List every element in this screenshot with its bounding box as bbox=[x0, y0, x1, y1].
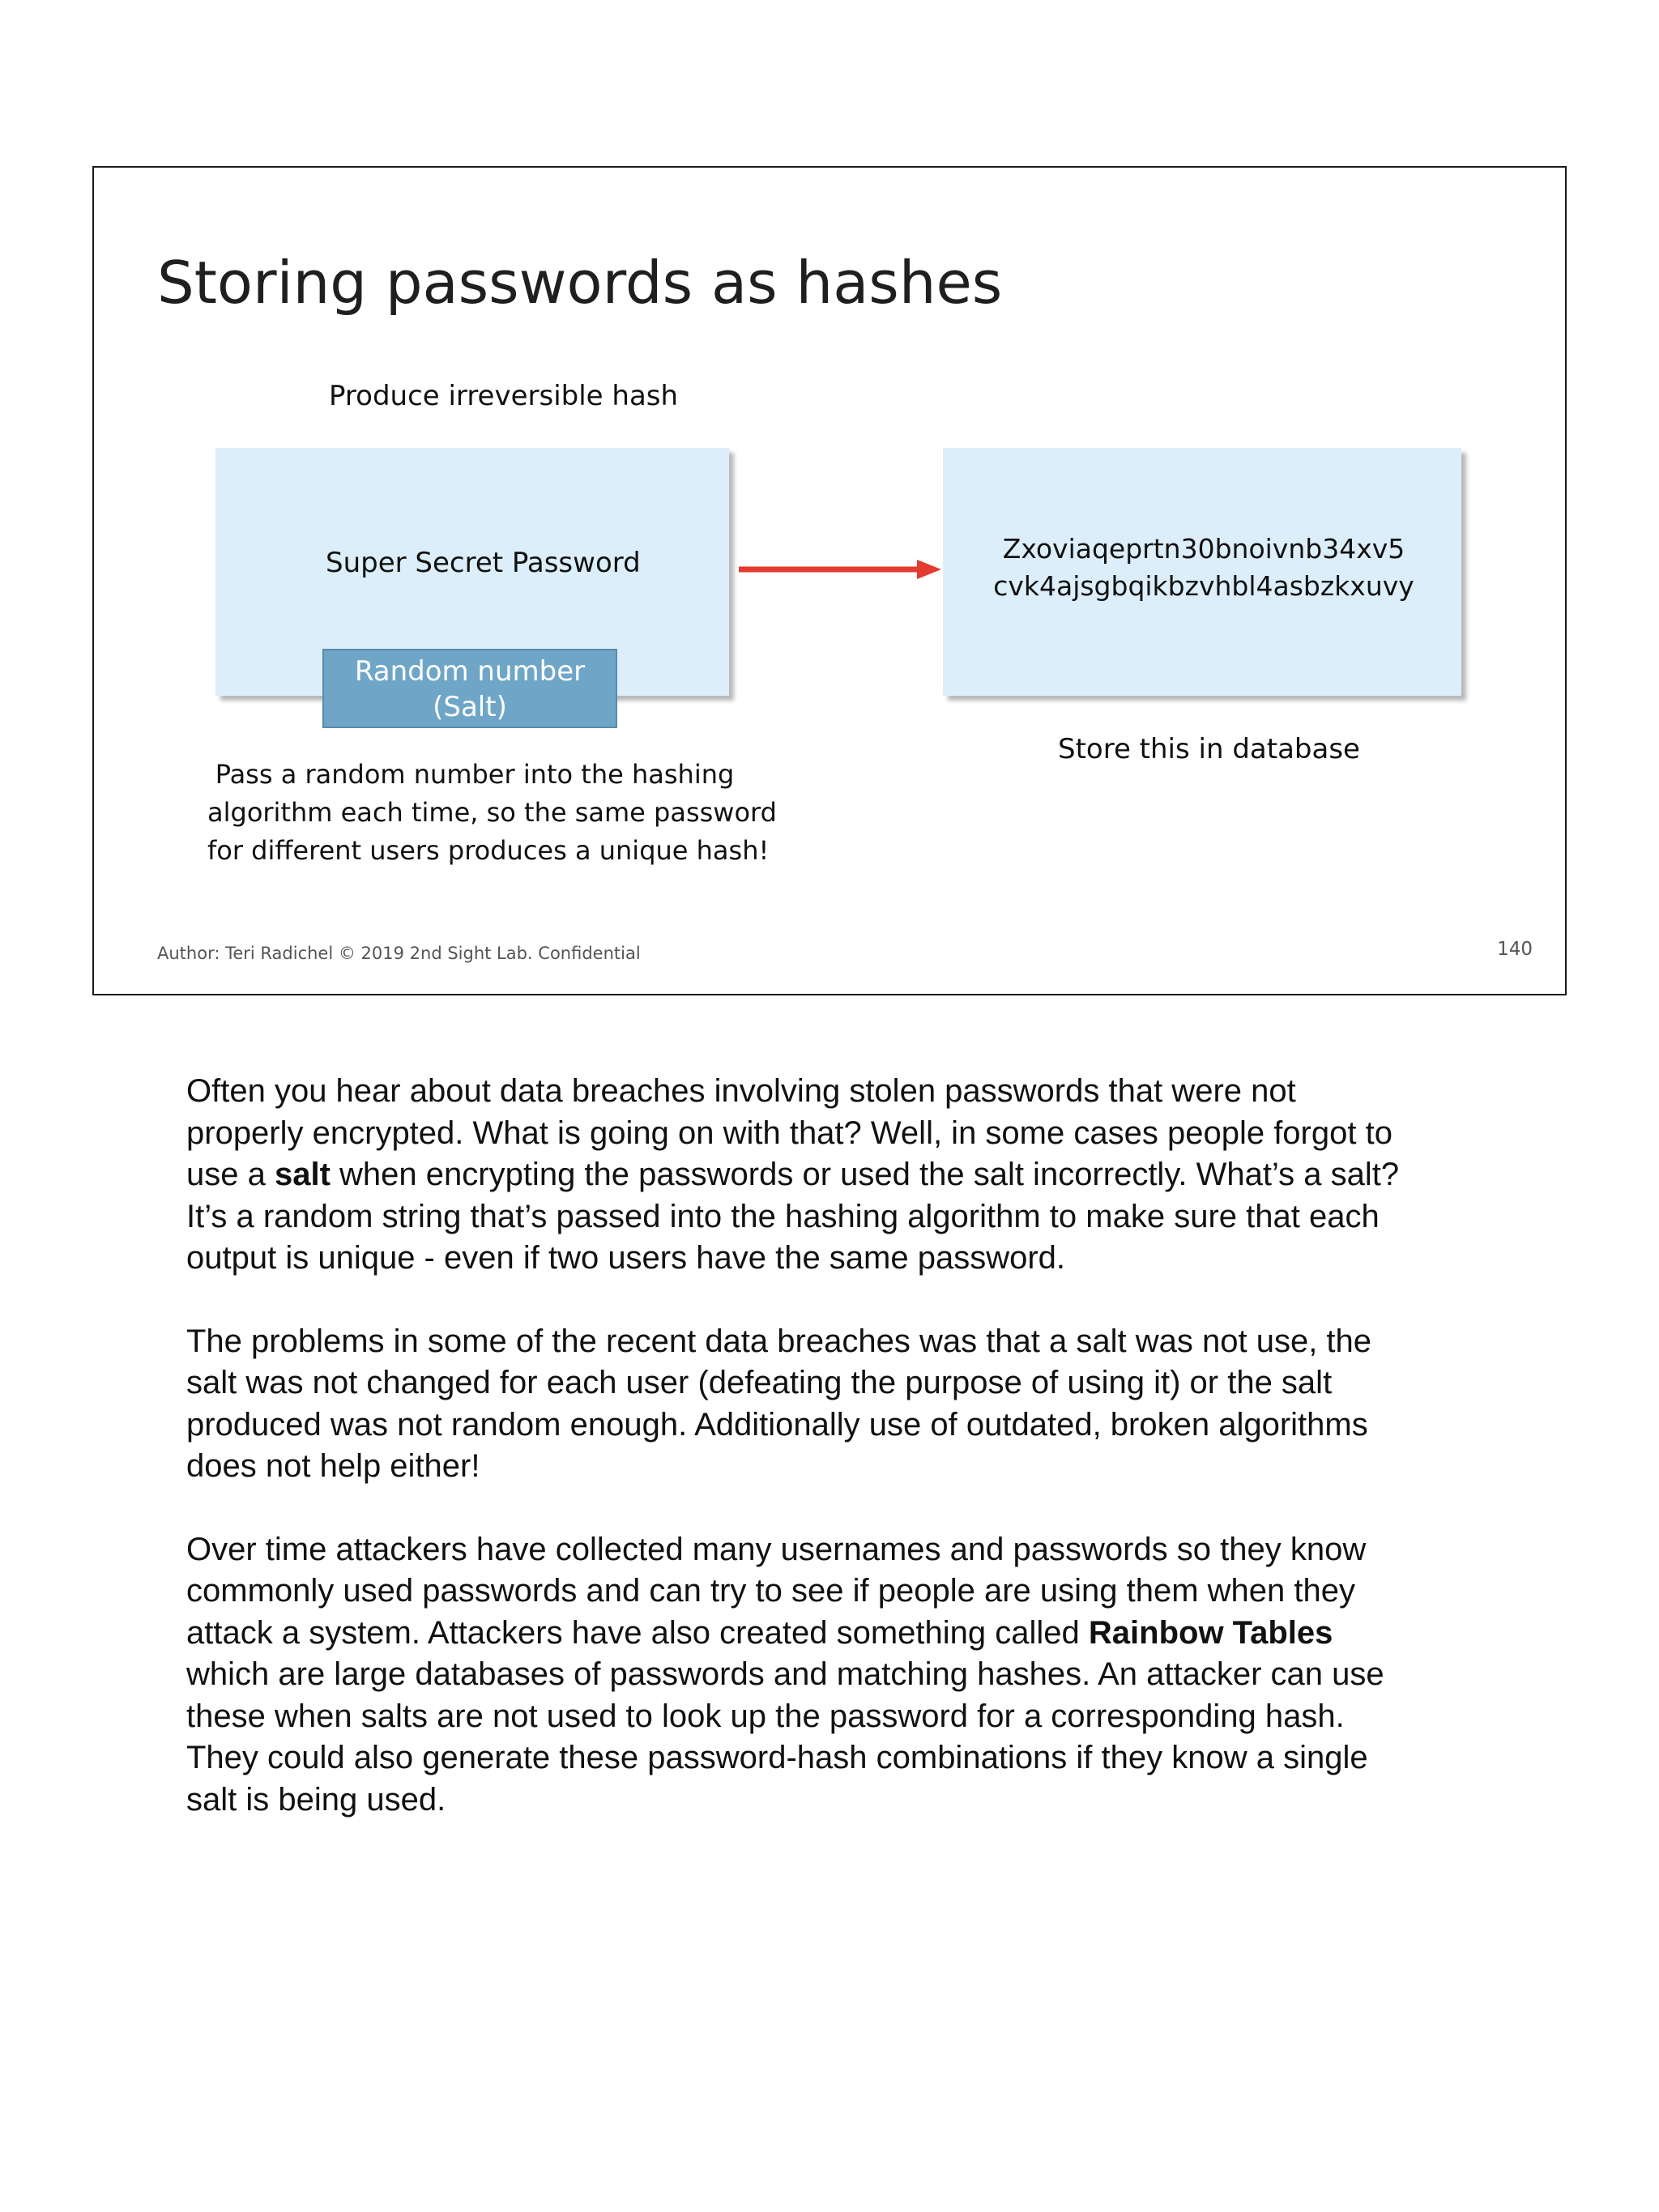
caption-store-database: Store this in database bbox=[1058, 733, 1360, 765]
salt-label-line2: (Salt) bbox=[433, 691, 507, 723]
notes-line: which are large databases of passwords and matching hashes. An attacker can use bbox=[186, 1656, 1384, 1692]
notes-paragraph-1 bbox=[186, 1071, 1499, 1280]
notes-line: salt was not changed for each user (defeating the purpose of using it) or the salt bbox=[186, 1365, 1333, 1400]
notes-text: when encrypting the passwords or used the salt incorrectly. What’s a salt? bbox=[330, 1157, 1400, 1192]
hash-line1: Zxoviaqeprtn30bnoivnb34xv5 bbox=[1002, 533, 1405, 565]
notes-line: The problems in some of the recent data breaches was that a salt was not use, the bbox=[186, 1323, 1372, 1359]
notes-text: attack a system. Attackers have also created something called bbox=[186, 1614, 1089, 1651]
hash-line2: cvk4ajsgbqikbzvhbl4asbzkxuvy bbox=[993, 570, 1414, 602]
notes-line: Over time attackers have collected many usernames and passwords so they know bbox=[186, 1531, 1367, 1567]
notes-line: these when salts are not used to look up the password for a corresponding hash. bbox=[186, 1698, 1345, 1734]
notes-line bbox=[186, 1613, 1499, 1655]
notes-paragraph-3 bbox=[186, 1529, 1499, 1822]
notes-line: does not help either! bbox=[186, 1448, 480, 1484]
caption-salt-explanation bbox=[207, 756, 777, 870]
notes-line: commonly used passwords and can try to see if people are using them when they bbox=[186, 1573, 1356, 1609]
salt-label-line1: Random number bbox=[354, 655, 586, 688]
notes-text: use a bbox=[186, 1157, 275, 1192]
page-number: 140 bbox=[1497, 939, 1533, 960]
hash-value bbox=[962, 531, 1445, 605]
notes-line bbox=[186, 1154, 1499, 1196]
notes-line: salt is being used. bbox=[186, 1781, 446, 1818]
password-label: Super Secret Password bbox=[326, 547, 641, 579]
caption-bottom-line: Pass a random number into the hashing bbox=[215, 759, 735, 790]
slide bbox=[92, 166, 1567, 995]
notes-bold-salt: salt bbox=[274, 1157, 331, 1192]
caption-bottom-line: algorithm each time, so the same password bbox=[207, 797, 777, 828]
notes-line: produced was not random enough. Additionally use of outdated, broken algorithms bbox=[186, 1406, 1368, 1443]
notes-line: properly encrypted. What is going on with that? Well, in some cases people forgot to bbox=[186, 1115, 1392, 1151]
speaker-notes bbox=[186, 1071, 1499, 1862]
salt-box bbox=[322, 649, 617, 728]
notes-line: Often you hear about data breaches involving stolen passwords that were not bbox=[186, 1073, 1296, 1109]
notes-bold-rainbow-tables: Rainbow Tables bbox=[1088, 1614, 1333, 1651]
caption-bottom-line: for different users produces a unique hash! bbox=[207, 835, 770, 866]
notes-line: They could also generate these password-hash combinations if they know a single bbox=[186, 1740, 1368, 1775]
caption-produce-hash: Produce irreversible hash bbox=[329, 380, 679, 412]
notes-line: output is unique - even if two users have the same password. bbox=[186, 1240, 1066, 1276]
arrow-right-icon bbox=[729, 555, 943, 584]
footer-author: Author: Teri Radichel © 2019 2nd Sight Lab. Confidential bbox=[157, 944, 641, 963]
slide-title: Storing passwords as hashes bbox=[157, 249, 1003, 317]
notes-paragraph-2 bbox=[186, 1321, 1499, 1488]
notes-line: It’s a random string that’s passed into the hashing algorithm to make sure that each bbox=[186, 1198, 1380, 1234]
